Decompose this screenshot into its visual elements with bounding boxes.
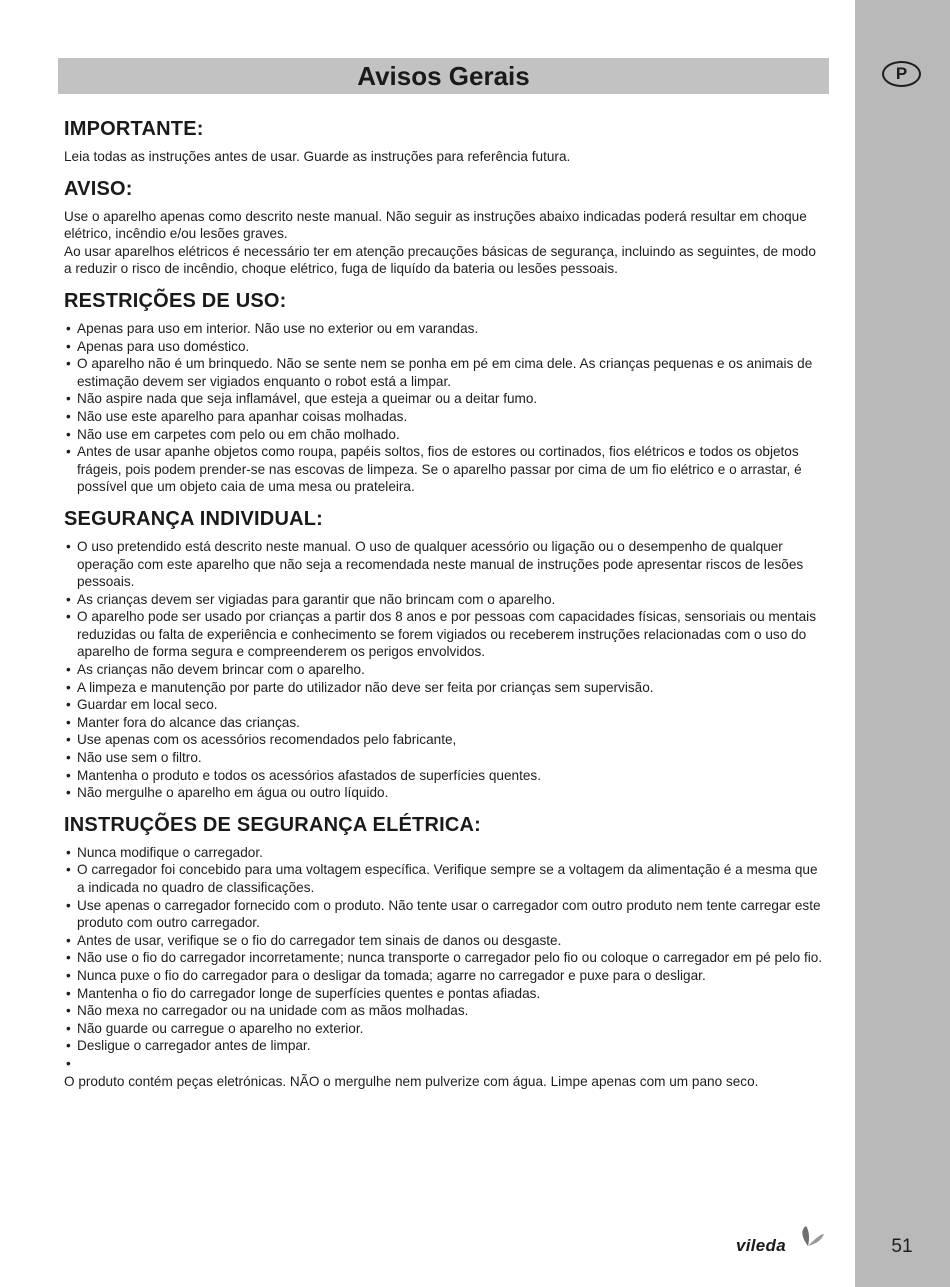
- paragraph: Use o aparelho apenas como descrito neste manual. Não seguir as instruções abaixo indicadas poderá resultar em choque elétrico, incêndio e/ou lesões graves.: [64, 208, 807, 242]
- butterfly-icon: [796, 1224, 826, 1248]
- list-item: • O uso pretendido está descrito neste manual. O uso de qualquer acessório ou ligação ou o desempenho de qualquer operação com este aparelho que não seja a recomendada neste manual de instruções pode apresentar riscos de lesões pessoais.: [64, 538, 824, 591]
- list-item: • O carregador foi concebido para uma voltagem específica. Verifique sempre se a voltagem da alimentação é a mesma que a indicada no quadro de classificações.: [64, 861, 824, 896]
- list-item: • Nunca puxe o fio do carregador para o desligar da tomada; agarre no carregador e puxe para o desligar.: [64, 967, 824, 985]
- footer-note: O produto contém peças eletrónicas. NÃO o mergulhe nem pulverize com água. Limpe apenas com um pano seco.: [64, 1073, 759, 1089]
- brand-logo: [736, 1224, 826, 1258]
- section-aviso: [64, 176, 824, 278]
- list-item: • As crianças devem ser vigiadas para garantir que não brincam com o aparelho.: [64, 591, 824, 609]
- side-tab: [855, 0, 950, 1287]
- list-item: • Apenas para uso doméstico.: [64, 338, 824, 356]
- list-item: • Não mergulhe o aparelho em água ou outro líquido.: [64, 784, 824, 802]
- list-item: • O aparelho pode ser usado por crianças a partir dos 8 anos e por pessoas com capacidades físicas, sensoriais ou mentais reduzidas ou falta de experiência e conhecimento se forem vigiados ou receberem instruções relacionadas com o uso do aparelho de forma segura e compreenderem os perigos envolvidos.: [64, 608, 824, 661]
- list-item: • Não use o fio do carregador incorretamente; nunca transporte o carregador pelo fio ou coloque o carregador em pé pelo fio.: [64, 949, 824, 967]
- document-body: [64, 116, 824, 1100]
- list-item: • Desligue o carregador antes de limpar.: [64, 1037, 824, 1055]
- section-heading: IMPORTANTE:: [64, 118, 204, 140]
- list-item: • Não mexa no carregador ou na unidade com as mãos molhadas.: [64, 1002, 824, 1020]
- list-item: • Não use este aparelho para apanhar coisas molhadas.: [64, 408, 824, 426]
- section-restricoes: [64, 288, 824, 496]
- list-item: • O aparelho não é um brinquedo. Não se sente nem se ponha em pé em cima dele. As crianças pequenas e os animais de estimação devem ser vigiados enquanto o robot está a limpar.: [64, 355, 824, 390]
- list-item: • Nunca modifique o carregador.: [64, 844, 824, 862]
- section-seguranca-individual: [64, 506, 824, 802]
- list-item: • A limpeza e manutenção por parte do utilizador não deve ser feita por crianças sem supervisão.: [64, 679, 824, 697]
- section-heading: AVISO:: [64, 177, 133, 200]
- page-number: 51: [891, 1236, 913, 1257]
- list-item: • Mantenha o fio do carregador longe de superfícies quentes e pontas afiadas.: [64, 985, 824, 1003]
- bullet-list: [64, 844, 824, 1073]
- paragraph: Leia todas as instruções antes de usar. Guarde as instruções para referência futura.: [64, 149, 571, 164]
- list-item: • Não use em carpetes com pelo ou em chão molhado.: [64, 426, 824, 444]
- list-item: • Apenas para uso em interior. Não use no exterior ou em varandas.: [64, 320, 824, 338]
- paragraph: Ao usar aparelhos elétricos é necessário ter em atenção precauções básicas de segurança, incluindo as seguintes, de modo a reduzir o risco de incêndio, choque elétrico, fuga de liquído da bateria ou lesões pessoais.: [64, 243, 816, 277]
- list-item: • Use apenas com os acessórios recomendados pelo fabricante,: [64, 731, 824, 749]
- section-importante: [64, 116, 824, 166]
- list-item: • As crianças não devem brincar com o aparelho.: [64, 661, 824, 679]
- list-item: • Antes de usar apanhe objetos como roupa, papéis soltos, fios de estores ou cortinados, fios elétricos e todos os objetos frágeis, pois podem prender-se nas escovas de limpeza. Se o aparelho passar por cima de um fio elétrico e o arrastar, é possível que um objeto caia de uma mesa ou prateleira.: [64, 443, 824, 496]
- bullet-list: [64, 538, 824, 802]
- list-item: • Não aspire nada que seja inflamável, que esteja a queimar ou a deitar fumo.: [64, 390, 824, 408]
- section-heading: RESTRIÇÕES DE USO:: [64, 289, 287, 312]
- bullet-list: [64, 320, 824, 496]
- list-item: • Mantenha o produto e todos os acessórios afastados de superfícies quentes.: [64, 767, 824, 785]
- list-item: • Guardar em local seco.: [64, 696, 824, 714]
- list-item: • Manter fora do alcance das crianças.: [64, 714, 824, 732]
- list-item: • Antes de usar, verifique se o fio do carregador tem sinais de danos ou desgaste.: [64, 932, 824, 950]
- list-item: • Use apenas o carregador fornecido com o produto. Não tente usar o carregador com outro produto nem tente carregar este produto com outro carregador.: [64, 897, 824, 932]
- list-item: • Não guarde ou carregue o aparelho no exterior.: [64, 1020, 824, 1038]
- section-heading: SEGURANÇA INDIVIDUAL:: [64, 507, 324, 530]
- language-badge: P: [882, 61, 921, 87]
- list-item: • Não use sem o filtro.: [64, 749, 824, 767]
- section-heading: INSTRUÇÕES DE SEGURANÇA ELÉTRICA:: [64, 813, 481, 836]
- section-seguranca-eletrica: [64, 812, 824, 1090]
- brand-logo-text: vileda: [736, 1236, 786, 1255]
- page-title: Avisos Gerais: [58, 58, 829, 94]
- list-item: [64, 1055, 824, 1073]
